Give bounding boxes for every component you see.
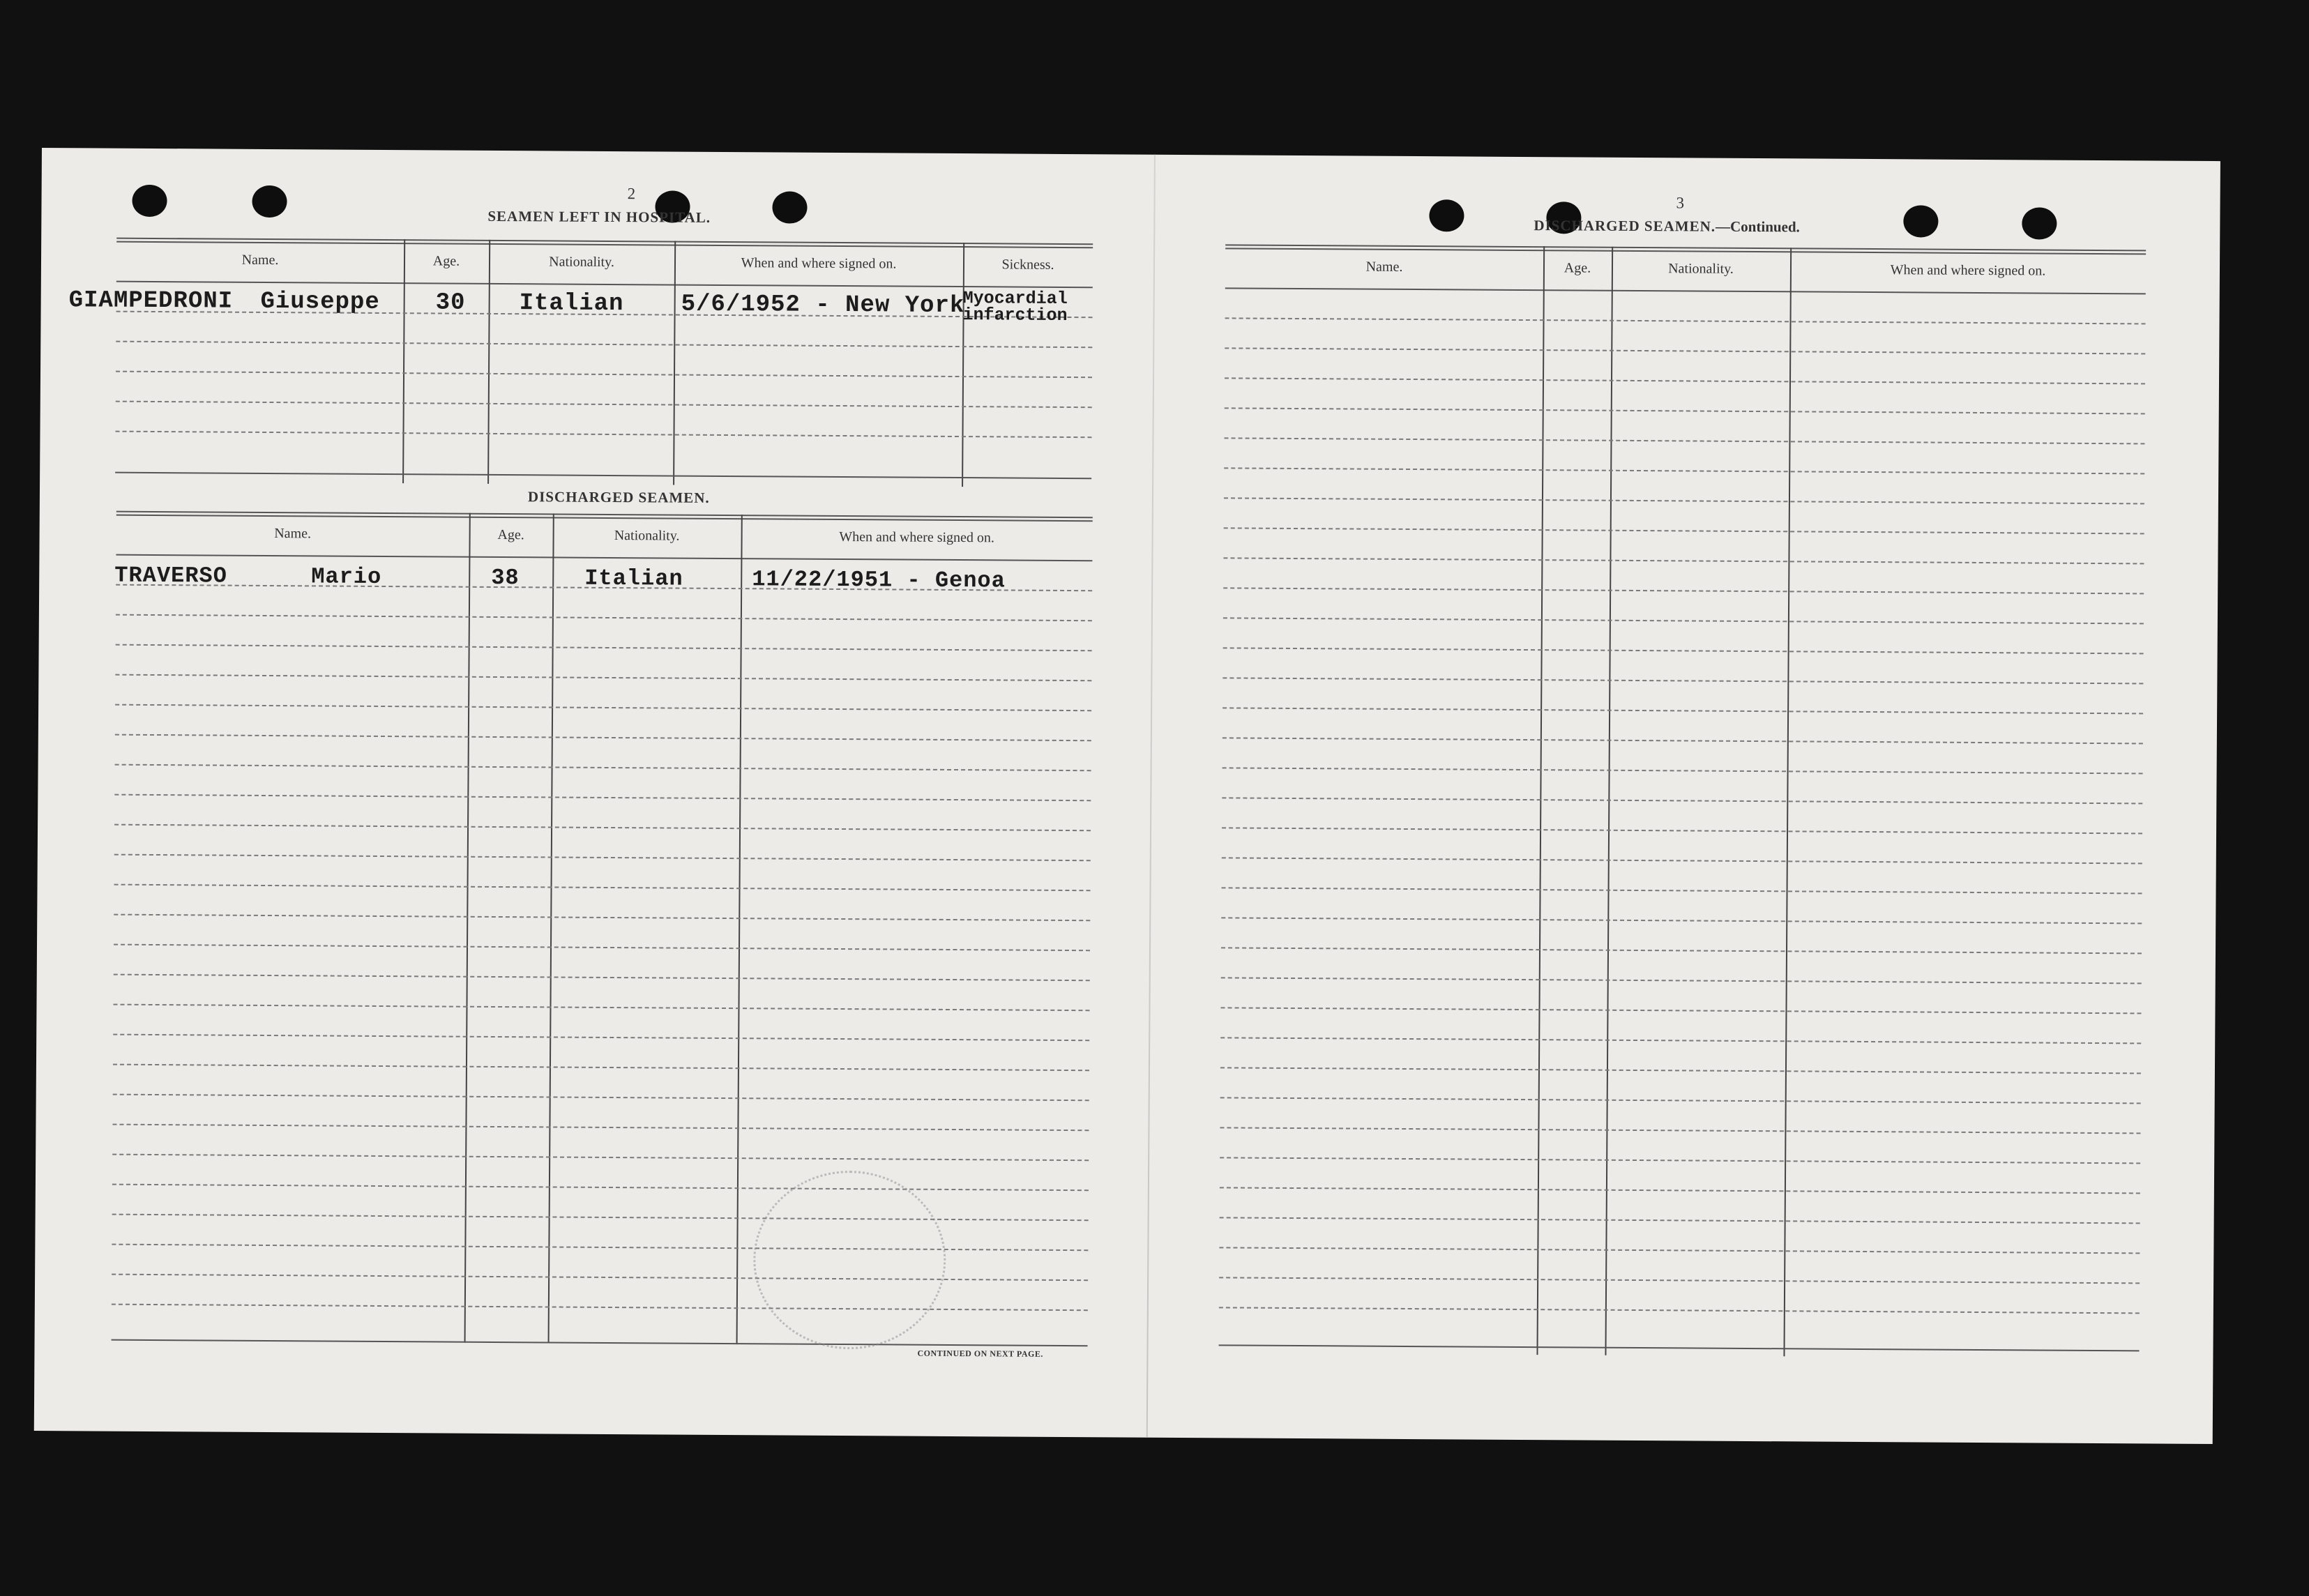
col-signed-on: When and where signed on. <box>839 529 995 546</box>
hospital-table <box>115 238 1093 488</box>
col-age: Age. <box>1564 260 1591 276</box>
hospital-row-sickness <box>962 290 1067 324</box>
punch-hole <box>252 185 287 218</box>
col-signed-on: When and where signed on. <box>741 255 897 272</box>
hospital-row-nationality: Italian <box>519 290 624 318</box>
hospital-row-name <box>69 287 380 316</box>
discharged-table-right <box>1218 244 2146 1358</box>
punch-hole <box>132 185 167 217</box>
sickness-line-1: Myocardial <box>962 288 1068 309</box>
page-number-left: 2 <box>627 185 636 203</box>
col-name: Name. <box>1365 259 1403 275</box>
col-signed-on: When and where signed on. <box>1890 262 2046 279</box>
seaman-surname: GIAMPEDRONI <box>68 287 234 315</box>
hospital-row-age: 30 <box>435 289 466 317</box>
right-section-title: DISCHARGED SEAMEN.—Continued. <box>1534 217 1800 236</box>
discharged-row-nationality: Italian <box>584 565 683 592</box>
manifest-sheet <box>34 148 2220 1444</box>
discharged-row-surname: TRAVERSO <box>114 562 227 589</box>
hospital-row-signed-on: 5/6/1952 - New York <box>681 291 965 320</box>
discharged-row-age: 38 <box>491 564 520 591</box>
punch-hole <box>1903 205 1938 237</box>
discharged-table-left <box>112 511 1093 1347</box>
hospital-section-title: SEAMEN LEFT IN HOSPITAL. <box>487 207 711 226</box>
seaman-given-name: Giuseppe <box>260 288 380 316</box>
col-name: Name. <box>274 526 312 542</box>
punch-hole <box>2022 207 2057 239</box>
punch-hole <box>772 191 807 223</box>
discharged-row-given-name: Mario <box>311 563 382 590</box>
col-sickness: Sickness. <box>1001 257 1054 273</box>
discharged-row-signed-on: 11/22/1951 - Genoa <box>752 566 1006 594</box>
col-nationality: Nationality. <box>549 254 614 271</box>
continued-footer: CONTINUED ON NEXT PAGE. <box>917 1348 1043 1359</box>
col-age: Age. <box>432 253 460 269</box>
col-name: Name. <box>241 252 279 268</box>
discharged-section-title: DISCHARGED SEAMEN. <box>527 488 710 506</box>
col-nationality: Nationality. <box>614 528 680 544</box>
page-number-right: 3 <box>1676 194 1685 212</box>
circular-stamp <box>752 1170 946 1350</box>
sickness-line-2: infarction <box>962 305 1068 326</box>
punch-hole <box>1429 199 1464 231</box>
page-fold <box>1146 155 1156 1438</box>
col-nationality: Nationality. <box>1668 261 1734 277</box>
col-age: Age. <box>497 527 524 543</box>
